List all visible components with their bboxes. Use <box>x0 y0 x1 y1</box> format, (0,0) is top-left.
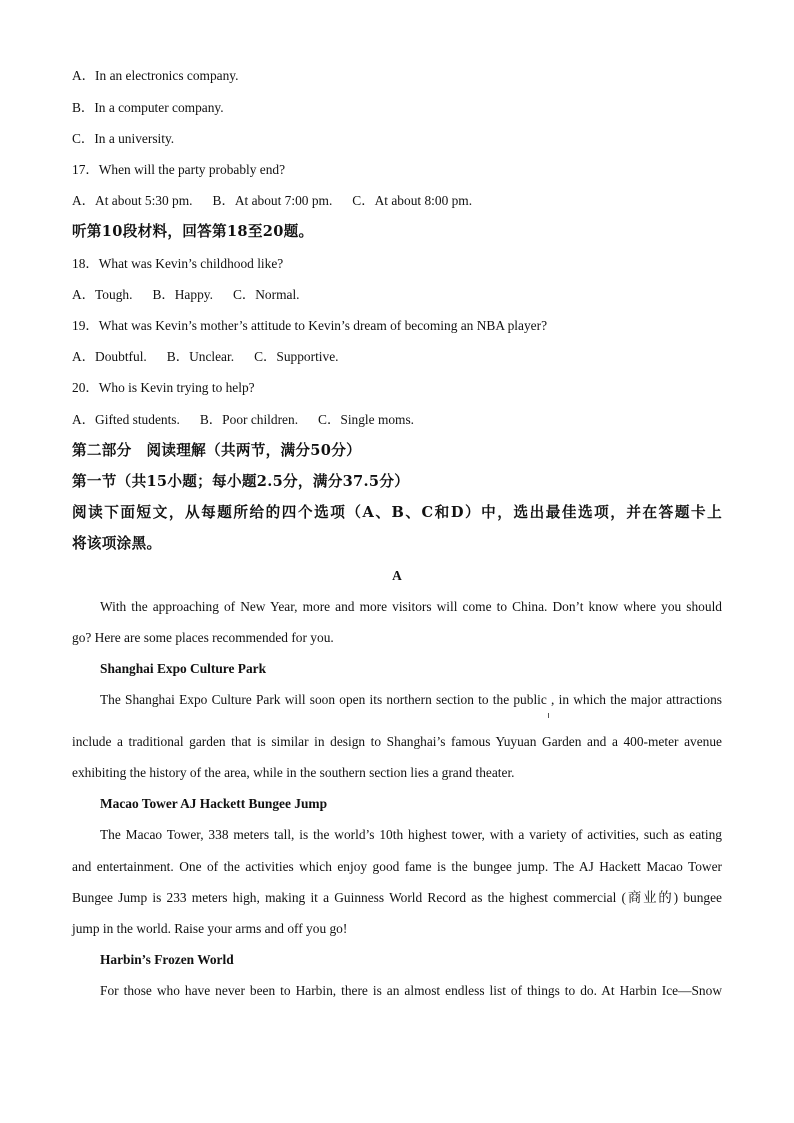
q20-option-b: B．Poor children. <box>199 412 299 427</box>
macao-line4: jump in the world. Raise your arms and off you go! <box>72 921 348 936</box>
intro-line2: go? Here are some places recommended for you. <box>72 630 334 645</box>
q19-option-b: B．Unclear. <box>166 349 235 364</box>
part2-instruction-line1: 阅读下面短文，从每题所给的四个选项（A、B、C和D）中，选出最佳选项，并在答题卡上 <box>72 504 722 521</box>
q17-option-a: A．At about 5:30 pm. <box>72 193 193 208</box>
q16-option-b: B．In a computer company. <box>72 100 224 115</box>
q16-option-c: C．In a university. <box>72 131 175 146</box>
q17-option-c: C．At about 8:00 pm. <box>352 193 473 208</box>
harbin-line1: For those who have never been to Harbin, there is an almost endless list of things to do. At Harbin Ice—Snow <box>100 983 722 998</box>
q19-question: 19．What was Kevin’s mother’s attitude to Kevin’s dream of becoming an NBA player? <box>72 318 548 333</box>
q16-option-a: A．In an electronics company. <box>72 68 239 83</box>
q19-options <box>72 348 339 366</box>
shanghai-line2: include a traditional garden that is similar in design to Shanghai’s famous Yuyuan Garden and a 400-meter avenue <box>72 734 722 749</box>
q19-option-a: A．Doubtful. <box>72 349 147 364</box>
q17-question: 17．When will the party probably end? <box>72 162 286 177</box>
intro-line1: With the approaching of New Year, more and more visitors will come to China. Don’t know where you should <box>100 599 722 614</box>
q18-options <box>72 286 300 304</box>
q20-options <box>72 411 414 429</box>
macao-line3: Bungee Jump is 233 meters high, making it a Guinness World Record as the highest commercial (商业的) bungee <box>72 890 722 905</box>
shanghai-line1: The Shanghai Expo Culture Park will soon open its northern section to the public , in which the major attractions <box>100 692 722 707</box>
part2-title: 第二部分 阅读理解（共两节，满分50分） <box>72 442 361 459</box>
q17-option-b: B．At about 7:00 pm. <box>212 193 333 208</box>
part2-section1: 第一节（共15小题；每小题2.5分，满分37.5分） <box>72 473 410 490</box>
shanghai-line3: exhibiting the history of the area, while in the southern section lies a grand theater. <box>72 765 515 780</box>
q18-option-a: A．Tough. <box>72 287 133 302</box>
q20-option-c: C．Single moms. <box>318 412 415 427</box>
heading-macao: Macao Tower AJ Hackett Bungee Jump <box>100 796 328 811</box>
q18-question: 18．What was Kevin’s childhood like? <box>72 256 284 271</box>
q18-option-c: C．Normal. <box>232 287 300 302</box>
q18-option-b: B．Happy. <box>152 287 213 302</box>
heading-harbin: Harbin’s Frozen World <box>100 952 234 967</box>
passage-label: A <box>392 568 402 583</box>
q20-question: 20．Who is Kevin trying to help? <box>72 380 255 395</box>
q20-option-a: A．Gifted students. <box>72 412 180 427</box>
section10-heading: 听第10段材料，回答第18至20题。 <box>72 223 314 240</box>
q17-options <box>72 192 472 210</box>
macao-line2: and entertainment. One of the activities which enjoy good fame is the bungee jump. The AJ Hackett Macao Tower <box>72 859 722 874</box>
heading-shanghai: Shanghai Expo Culture Park <box>100 661 267 676</box>
macao-line1: The Macao Tower, 338 meters tall, is the world’s 10th highest tower, with a variety of activities, such as eating <box>100 827 722 842</box>
part2-instruction-line2: 将该项涂黑。 <box>72 535 162 552</box>
stray-mark <box>548 713 549 718</box>
q19-option-c: C．Supportive. <box>254 349 339 364</box>
